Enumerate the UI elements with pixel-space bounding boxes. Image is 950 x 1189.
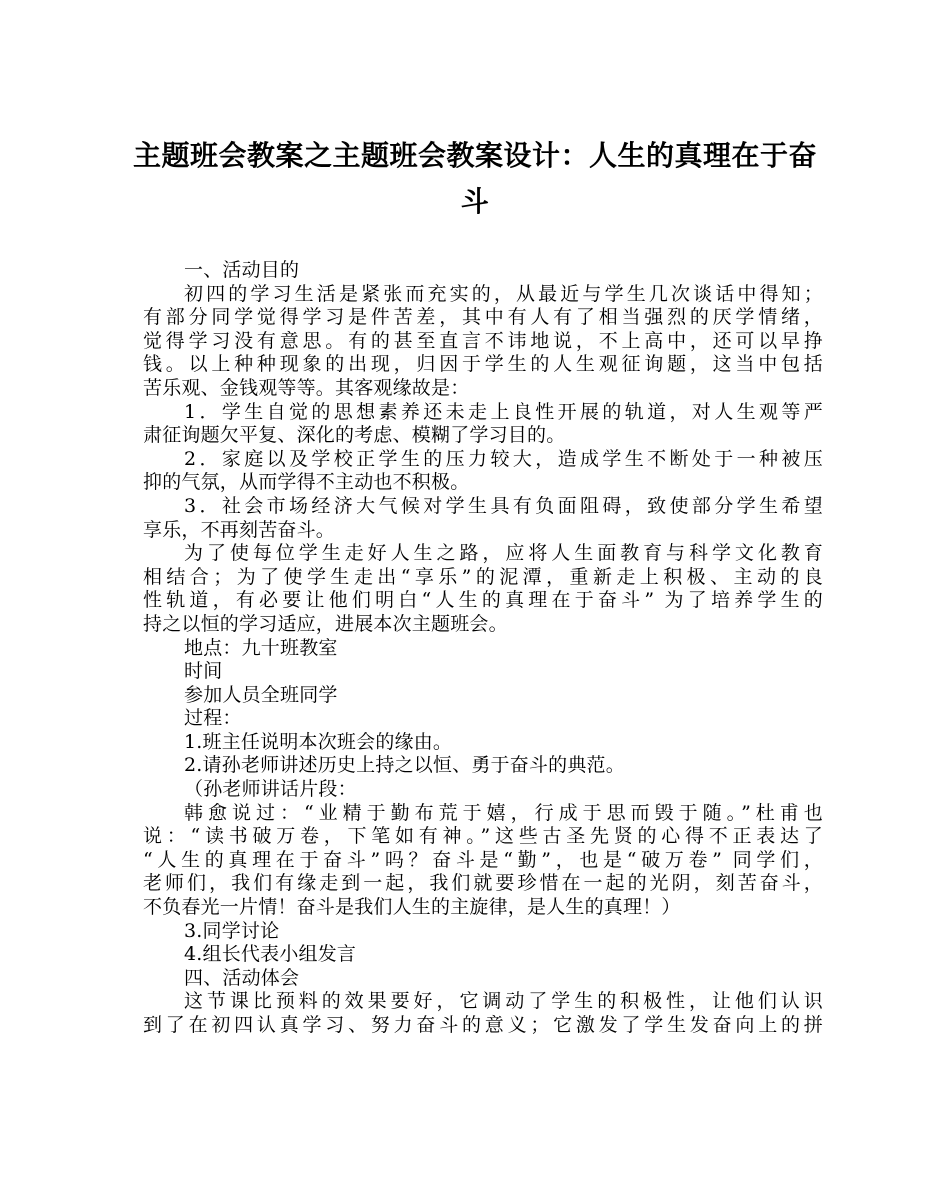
text-line: 觉得学习没有意思。有的甚至直言不讳地说，不上高中，还可以早挣	[143, 329, 823, 352]
text-line: 2.请孙老师讲述历史上持之以恒、勇于奋斗的典范。	[184, 754, 625, 777]
text-line: 钱。以上种种现象的出现，归因于学生的人生观征询题，这当中包括	[143, 353, 823, 376]
text-line: 韩愈说过：“业精于勤布荒于嬉，行成于思而毁于随。”杜甫也	[184, 801, 823, 824]
text-line: 2．家庭以及学校正学生的压力较大，造成学生不断处于一种被压	[184, 447, 823, 470]
document-title: 主题班会教案之主题班会教案设计：人生的真理在于奋斗	[132, 139, 817, 218]
text-line: 肃征询题欠平复、深化的考虑、模糊了学习目的。	[143, 424, 566, 447]
text-line: 到了在初四认真学习、努力奋斗的意义；它激发了学生发奋向上的拼	[143, 1014, 823, 1036]
text-line: 相结合；为了使学生走出“享乐”的泥潭，重新走上积极、主动的良	[143, 565, 823, 588]
text-line: 地点：九十班教室	[184, 636, 338, 659]
text-line: 1．学生自觉的思想素养还未走上良性开展的轨道，对人生观等严	[184, 400, 823, 423]
text-line: 老师们，我们有缘走到一起，我们就要珍惜在一起的光阴，刻苦奋斗，	[143, 872, 823, 895]
text-line: 4.组长代表小组发言	[184, 943, 357, 966]
text-line: 这节课比预料的效果要好，它调动了学生的积极性，让他们认识	[184, 990, 823, 1013]
text-line: 初四的学习生活是紧张而充实的，从最近与学生几次谈话中得知；	[184, 282, 823, 305]
text-line: “人生的真理在于奋斗”吗？奋斗是“勤”，也是“破万卷” 同学们，	[143, 848, 823, 871]
text-line: 享乐，不再刻苦奋斗。	[143, 518, 336, 541]
text-line: 为了使每位学生走好人生之路，应将人生面教育与科学文化教育	[184, 542, 823, 565]
text-line: 时间	[184, 660, 223, 683]
text-line: 抑的气氛，从而学得不主动也不积极。	[143, 471, 470, 494]
text-line: 过程：	[184, 707, 242, 730]
text-line: 四、活动体会	[184, 966, 300, 989]
text-line: 有部分同学觉得学习是件苦差，其中有人有了相当强烈的厌学情绪，	[143, 306, 823, 329]
text-line: 一、活动目的	[184, 259, 300, 281]
text-line: 参加人员全班同学	[184, 683, 338, 706]
text-line: 性轨道，有必要让他们明白“人生的真理在于奋斗” 为了培养学生的	[143, 589, 823, 612]
text-line: 3．社会市场经济大气候对学生具有负面阻碍，致使部分学生希望	[184, 494, 823, 517]
text-line: 说：“读书破万卷，下笔如有神。”这些古圣先贤的心得不正表达了	[143, 825, 823, 848]
document-body	[143, 259, 823, 1038]
text-line: 持之以恒的学习适应，进展本次主题班会。	[143, 612, 508, 635]
text-line: 不负春光一片情！奋斗是我们人生的主旋律，是人生的真理！）	[143, 896, 681, 919]
text-line: 1.班主任说明本次班会的缘由。	[184, 730, 453, 753]
text-line: 3.同学讨论	[184, 919, 280, 942]
text-line: 苦乐观、金钱观等等。其客观缘故是：	[143, 376, 470, 399]
text-line: （孙老师讲话片段：	[184, 778, 357, 801]
